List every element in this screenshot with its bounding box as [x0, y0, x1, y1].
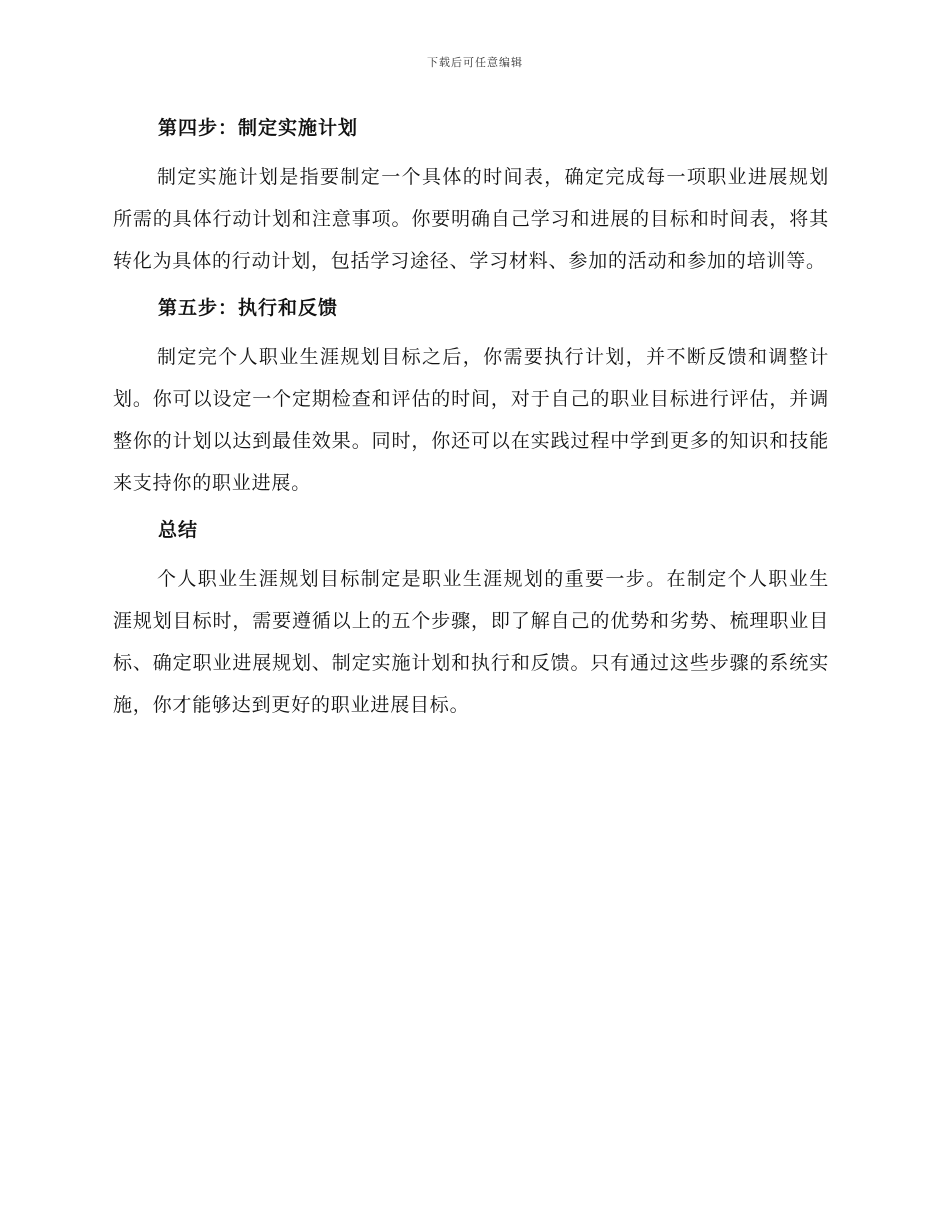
- section-heading-step-five: 第五步：执行和反馈: [158, 297, 339, 319]
- document-body: [113, 108, 829, 726]
- section-heading-step-four: 第四步：制定实施计划: [158, 117, 359, 139]
- page-header: 下载后可任意编辑: [427, 56, 523, 69]
- section-paragraph-step-four: 制定实施计划是指要制定一个具体的时间表，确定完成每一项职业进展规划所需的具体行动计划和注意事项。你要明确自己学习和进展的目标和时间表，将其转化为具体的行动计划，包括学习途径、学习材料、参加的活动和参加的培训等。: [113, 166, 829, 272]
- section-heading-summary: 总结: [158, 519, 199, 541]
- section-paragraph-summary: 个人职业生涯规划目标制定是职业生涯规划的重要一步。在制定个人职业生涯规划目标时，需要遵循以上的五个步骤，即了解自己的优势和劣势、梳理职业目标、确定职业进展规划、制定实施计划和执行和反馈。只有通过这些步骤的系统实施，你才能够达到更好的职业进展目标。: [113, 568, 829, 716]
- section-paragraph-step-five: 制定完个人职业生涯规划目标之后，你需要执行计划，并不断反馈和调整计划。你可以设定一个定期检查和评估的时间，对于自己的职业目标进行评估，并调整你的计划以达到最佳效果。同时，你还可以在实践过程中学到更多的知识和技能来支持你的职业进展。: [113, 346, 829, 494]
